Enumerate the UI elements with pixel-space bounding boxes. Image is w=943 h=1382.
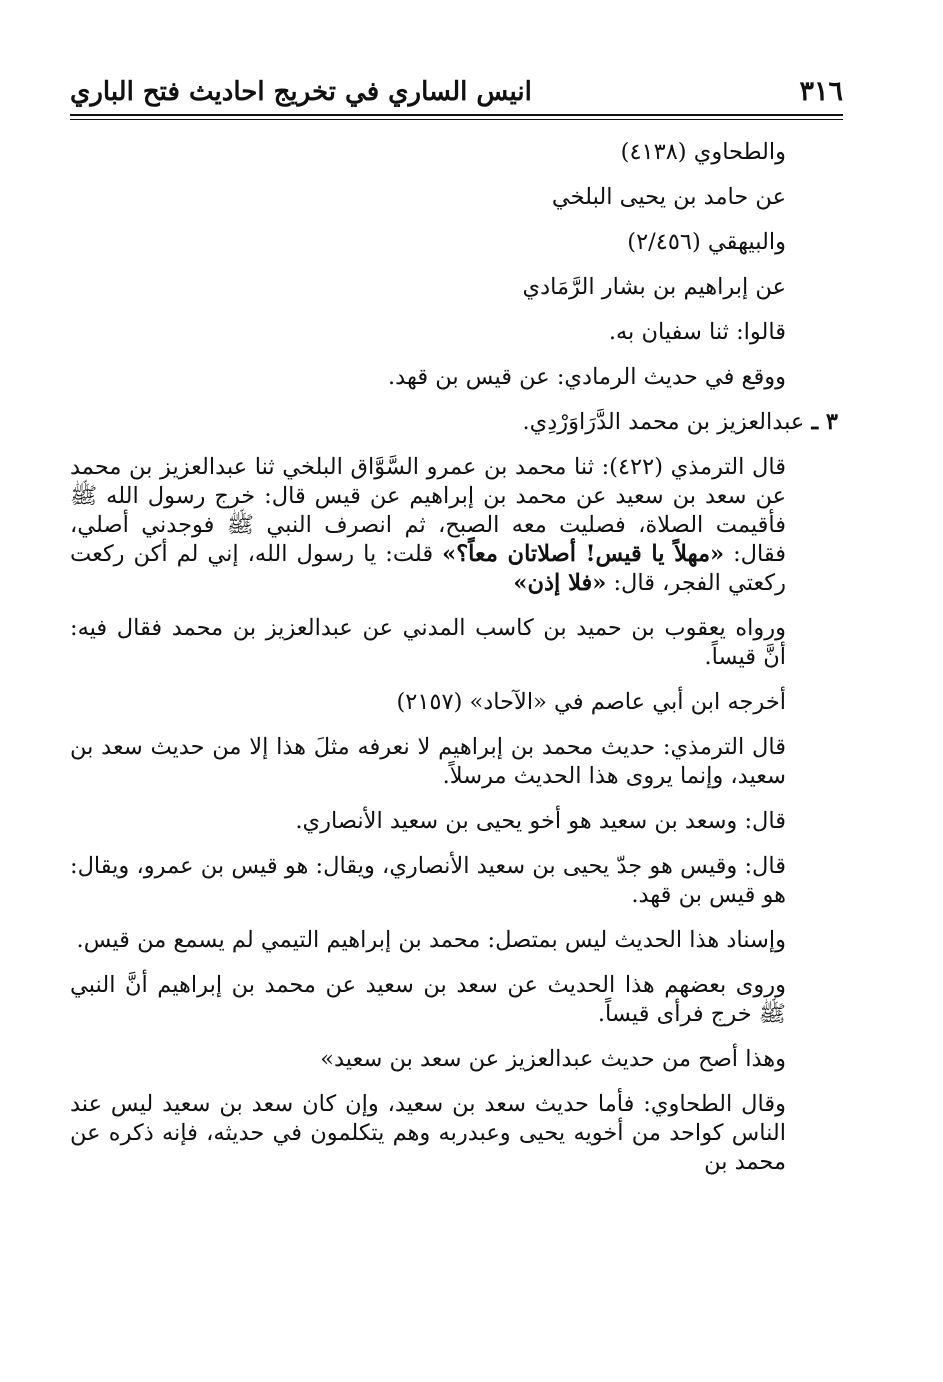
paragraph [70,453,838,598]
paragraph: ووقع في حديث الرمادي: عن قيس بن قهد. [387,364,786,390]
paragraph: قالوا: ثنا سفيان به. [608,319,786,345]
paragraph: والبيهقي (٢/٤٥٦) [627,229,786,255]
item-text: عبدالعزيز بن محمد الدَّرَاوَرْدِي. [522,409,805,435]
paragraph: وإسناد هذا الحديث ليس بمتصل: محمد بن إبراهيم التيمي لم يسمع من قيس. [76,927,786,953]
page-header [70,76,843,116]
paragraph: وروى بعضهم هذا الحديث عن سعد بن سعيد عن محمد بن إبراهيم أنَّ النبي ﷺ خرج فرأى قيساً. [70,972,786,1027]
page-body [70,138,838,1193]
paragraph: قال: وقيس هو جدّ يحيى بن سعيد الأنصاري، ويقال: هو قيس بن عمرو، ويقال: هو قيس بن قهد. [70,853,786,908]
paragraph: ورواه يعقوب بن حميد بن كاسب المدني عن عبدالعزيز بن محمد فقال فيه: أنَّ قيساً. [70,615,786,670]
running-title: انيس الساري في تخريج احاديث فتح الباري [70,77,532,107]
header-rule-thick [70,114,843,116]
hadith-quote: «فلا إذن» [513,570,607,596]
paragraph: أخرجه ابن أبي عاصم في «الآحاد» (٢١٥٧) [396,689,786,715]
numbered-heading [70,408,838,437]
paragraph: والطحاوي (٤١٣٨) [620,139,786,165]
text-run: قال الترمذي (٤٢٢): ثنا محمد بن عمرو السَّوَّاق البلخي ثنا عبدالعزيز بن محمد عن سعد بن سعيد عن محمد بن إبراهيم عن قيس قال: خرج رسول الله ﷺ فأقيمت الصلاة، فصليت معه الصبح، ثم انصرف النبي ﷺ فوجدني أصلي، فقال: [70,454,786,567]
item-number: ٣ ـ [811,409,838,435]
hadith-quote: «مهلاً يا قيس! أصلاتان معاً؟» [442,541,725,567]
paragraph: قال الترمذي: حديث محمد بن إبراهيم لا نعرفه مثلَ هذا إلا من حديث سعد بن سعيد، وإنما يروى هذا الحديث مرسلاً. [70,734,786,789]
paragraph: عن حامد بن يحيى البلخي [551,184,786,210]
paragraph: عن إبراهيم بن بشار الرَّمَادي [522,274,786,300]
paragraph: قال: وسعد بن سعيد هو أخو يحيى بن سعيد الأنصاري. [295,808,786,834]
paragraph: وقال الطحاوي: فأما حديث سعد بن سعيد، وإن كان سعد بن سعيد ليس عند الناس كواحد من أخويه يحيى وعبدربه وهم يتكلمون في حديثه، فإنه ذكره عن محمد بن [70,1091,786,1175]
page-number: ٣١٦ [799,76,843,107]
text-run: قلت: يا رسول الله، إني لم أكن ركعت ركعتي الفجر، قال: [70,541,786,596]
header-rule-thin [70,119,843,120]
paragraph: وهذا أصح من حديث عبدالعزيز عن سعد بن سعيد» [320,1046,786,1072]
